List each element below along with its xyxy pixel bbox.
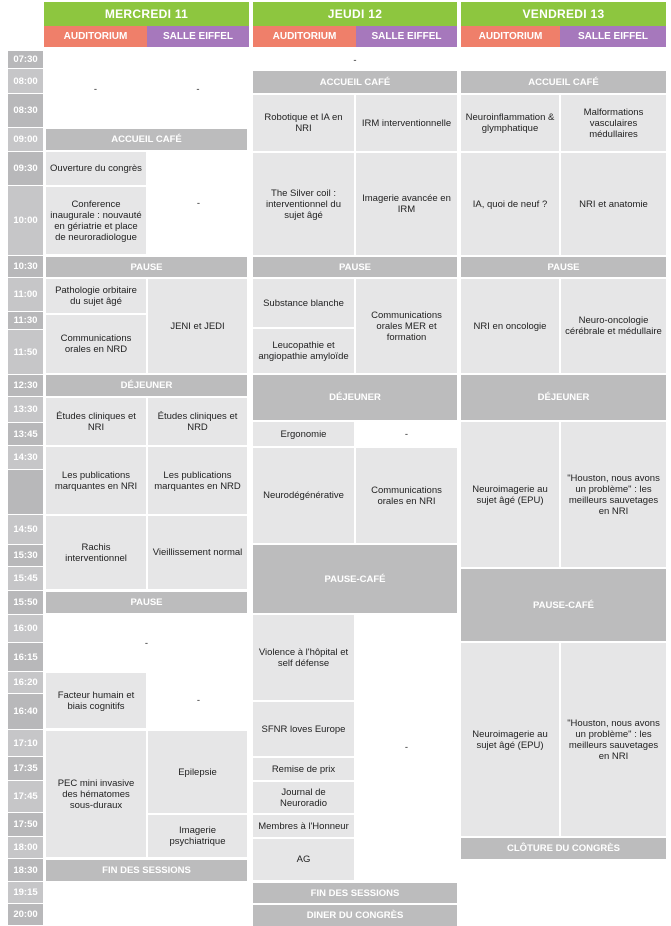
room-auditorium-fri: AUDITORIUM <box>461 26 560 47</box>
time-slot: 11:50 <box>8 330 43 375</box>
pause-cafe-break: PAUSE-CAFÉ <box>253 545 457 613</box>
session-facteur-humain[interactable]: Facteur humain et biais cognitifs <box>46 673 146 728</box>
fin-sessions: FIN DES SESSIONS <box>253 883 457 903</box>
session-ouverture[interactable]: Ouverture du congrès <box>46 152 146 185</box>
session-imagerie-psychiatrique[interactable]: Imagerie psychiatrique <box>148 815 247 857</box>
time-slot: 10:00 <box>8 186 43 256</box>
time-slot: 08:30 <box>8 94 43 128</box>
day-header-mercredi: MERCREDI 11 <box>44 2 249 26</box>
session-neurodegenerative[interactable]: Neurodégénérative <box>253 448 354 543</box>
session-nri-anatomie[interactable]: NRI et anatomie <box>561 153 666 255</box>
time-slot: 17:10 <box>8 730 43 757</box>
session-sfnr-europe[interactable]: SFNR loves Europe <box>253 702 354 756</box>
session-etudes-nri[interactable]: Études cliniques et NRI <box>46 398 146 445</box>
time-slot: 08:00 <box>8 69 43 94</box>
day-header-vendredi: VENDREDI 13 <box>461 2 666 26</box>
session-publications-nrd[interactable]: Les publications marquantes en NRD <box>148 447 247 514</box>
session-membres-honneur[interactable]: Membres à l'Honneur <box>253 815 354 837</box>
empty-slot: - <box>44 51 147 127</box>
time-slot: 13:45 <box>8 423 43 446</box>
session-robotique-ia[interactable]: Robotique et IA en NRI <box>253 95 354 151</box>
day-header-jeudi: JEUDI 12 <box>253 2 457 26</box>
time-slot: 16:15 <box>8 643 43 672</box>
session-irm-interventionnelle[interactable]: IRM interventionnelle <box>356 95 457 151</box>
session-communications-nrd[interactable]: Communications orales en NRD <box>46 315 146 373</box>
time-slot: 14:30 <box>8 446 43 470</box>
empty-slot: - <box>356 615 457 879</box>
time-slot: 15:30 <box>8 545 43 567</box>
time-slot: 19:15 <box>8 882 43 904</box>
time-slot: 15:45 <box>8 567 43 591</box>
dejeuner-break: DÉJEUNER <box>253 375 457 420</box>
time-slot: 20:00 <box>8 904 43 926</box>
room-eiffel-wed: SALLE EIFFEL <box>147 26 249 47</box>
dejeuner-break: DÉJEUNER <box>46 375 247 396</box>
session-jeni-jedi[interactable]: JENI et JEDI <box>148 279 247 373</box>
pause-break: PAUSE <box>461 257 666 277</box>
session-vieillissement[interactable]: Vieillissement normal <box>148 516 247 589</box>
session-neuroimagerie-epu[interactable]: Neuroimagerie au sujet âgé (EPU) <box>461 643 559 836</box>
room-auditorium-thu: AUDITORIUM <box>253 26 356 47</box>
session-publications-nri[interactable]: Les publications marquantes en NRI <box>46 447 146 514</box>
time-slot: 09:30 <box>8 152 43 186</box>
session-ia-quoi-de-neuf[interactable]: IA, quoi de neuf ? <box>461 153 559 255</box>
time-slot: 17:50 <box>8 813 43 837</box>
dejeuner-break: DÉJEUNER <box>461 375 666 420</box>
session-malformations-vasculaires[interactable]: Malformations vasculaires médullaires <box>561 95 666 151</box>
accueil-cafe-break: ACCUEIL CAFÉ <box>253 71 457 93</box>
empty-slot: - <box>44 615 249 671</box>
session-leucopathie[interactable]: Leucopathie et angiopathie amyloïde <box>253 329 354 373</box>
session-conference-inaugurale[interactable]: Conference inaugurale : nouvauté en gériatrie et place de neuroradiologue <box>46 187 146 254</box>
accueil-cafe-break: ACCUEIL CAFÉ <box>46 129 247 150</box>
session-neuroimagerie-epu[interactable]: Neuroimagerie au sujet âgé (EPU) <box>461 422 559 567</box>
empty-slot: - <box>147 51 249 127</box>
session-epilepsie[interactable]: Epilepsie <box>148 731 247 813</box>
cloture-congres: CLÔTURE DU CONGRÈS <box>461 838 666 859</box>
session-pathologie-orbitaire[interactable]: Pathologie orbitaire du sujet âgé <box>46 279 146 313</box>
session-communications-mer[interactable]: Communications orales MER et formation <box>356 279 457 373</box>
pause-cafe-break: PAUSE-CAFÉ <box>461 569 666 641</box>
session-neuro-oncologie[interactable]: Neuro-oncologie cérébrale et médullaire <box>561 279 666 373</box>
time-slot: 10:30 <box>8 256 43 278</box>
time-slot: 14:50 <box>8 515 43 545</box>
time-slot: 09:00 <box>8 128 43 152</box>
session-journal-neuroradio[interactable]: Journal de Neuroradio <box>253 782 354 813</box>
pause-break: PAUSE <box>46 592 247 613</box>
session-rachis[interactable]: Rachis interventionnel <box>46 516 146 589</box>
time-slot: 16:20 <box>8 672 43 694</box>
room-eiffel-thu: SALLE EIFFEL <box>356 26 457 47</box>
fin-sessions: FIN DES SESSIONS <box>46 860 247 881</box>
pause-break: PAUSE <box>253 257 457 277</box>
session-etudes-nrd[interactable]: Études cliniques et NRD <box>148 398 247 445</box>
session-ag[interactable]: AG <box>253 839 354 880</box>
time-slot: 18:00 <box>8 837 43 859</box>
empty-slot: - <box>148 673 249 728</box>
session-nri-oncologie[interactable]: NRI en oncologie <box>461 279 559 373</box>
empty-slot: - <box>148 152 249 254</box>
time-slot: 11:30 <box>8 312 43 330</box>
time-slot: 17:45 <box>8 781 43 813</box>
session-remise-prix[interactable]: Remise de prix <box>253 758 354 780</box>
session-substance-blanche[interactable]: Substance blanche <box>253 279 354 327</box>
session-communications-nri[interactable]: Communications orales en NRI <box>356 448 457 543</box>
time-slot: 16:00 <box>8 615 43 643</box>
session-pec-mini-invasive[interactable]: PEC mini invasive des hématomes sous-duraux <box>46 731 146 857</box>
accueil-cafe-break: ACCUEIL CAFÉ <box>461 71 666 93</box>
empty-slot: - <box>356 422 457 446</box>
time-slot: 07:30 <box>8 51 43 69</box>
pause-break: PAUSE <box>46 257 247 277</box>
time-slot: 17:35 <box>8 757 43 781</box>
room-auditorium-wed: AUDITORIUM <box>44 26 147 47</box>
time-slot <box>8 470 43 515</box>
session-silver-coil[interactable]: The Silver coil : interventionnel du sujet âgé <box>253 153 354 255</box>
session-neuroinflammation[interactable]: Neuroinflammation & glymphatique <box>461 95 559 151</box>
time-slot: 12:30 <box>8 375 43 397</box>
session-ergonomie[interactable]: Ergonomie <box>253 422 354 446</box>
time-slot: 15:50 <box>8 591 43 615</box>
empty-slot: - <box>253 51 457 69</box>
session-houston[interactable]: "Houston, nous avons un problème" : les meilleurs sauvetages en NRI <box>561 643 666 836</box>
room-eiffel-fri: SALLE EIFFEL <box>560 26 666 47</box>
session-imagerie-avancee-irm[interactable]: Imagerie avancée en IRM <box>356 153 457 255</box>
time-slot: 18:30 <box>8 859 43 882</box>
session-houston[interactable]: "Houston, nous avons un problème" : les meilleurs sauvetages en NRI <box>561 422 666 567</box>
time-slot: 13:30 <box>8 397 43 423</box>
time-slot: 16:40 <box>8 694 43 730</box>
diner-congres: DINER DU CONGRÈS <box>253 905 457 926</box>
session-violence-hopital[interactable]: Violence à l'hôpital et self défense <box>253 615 354 700</box>
time-slot: 11:00 <box>8 278 43 312</box>
